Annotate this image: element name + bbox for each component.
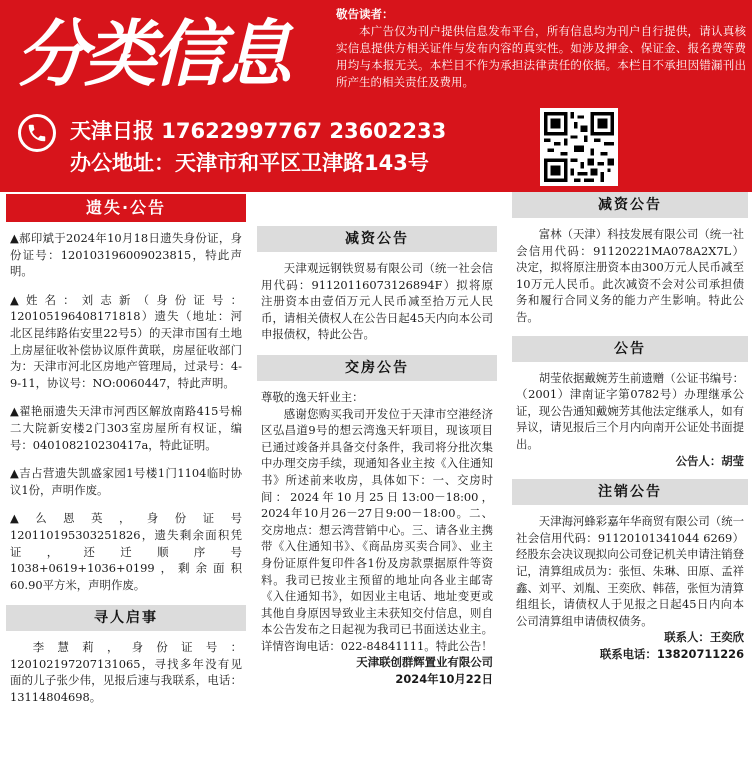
missing-person-body: 李慧莉，身份证号：120102197207131065，寻找多年没有见面的儿子张少伟，见报后速与我联系，电话：13114804698。: [10, 640, 242, 705]
list-item: ▲么恩英，身份证号120110195303251826，遗失剩余面积凭证，还迁顺序号1038+0619+1036+0199，剩余面积60.90平方米，声明作废。: [10, 511, 242, 592]
contact-phone-line: 天津日报 17622997767 23602233: [70, 119, 447, 143]
section-logo: 分类信息: [16, 12, 289, 96]
notice-title: 敬告读者：: [336, 7, 394, 21]
delivery-company: 天津联创群辉置业有限公司: [356, 655, 493, 670]
phone-icon: [18, 114, 56, 152]
header-banner: [0, 0, 752, 192]
capital-reduction-body: 天津观远钢铁贸易有限公司（统一社会信用代码：91120116073126894F）拟将原注册资本由壹佰万元人民币减至拾万元人民币，请相关债权人在公告日起45天内向本公司申报债权，特此公告。: [261, 261, 493, 342]
notice-body: 本广告仅为刊户提供信息发布平台，所有信息均为刊户自行提供，请认真核实信息提供方相关证件与发布内容的真实性。如涉及押金、保证金、报名费等费用均与本报无关。本栏目不作为承担法律责任的依据。本栏目不承担因错漏刊出所产生的相关责任及费用。: [336, 24, 746, 89]
column-middle: [257, 192, 497, 688]
list-item: ▲姓名：刘志新（身份证号：120105196408171818）遗失（地址：河北区昆纬路佑安里22号5）的天津市国有土地上房屋征收补偿协议原件黄联，房屋征收部门为：天津市河北区房地产管理局，过录号：4-9-11，协议号：NO:0060447，特此声明。: [10, 292, 242, 390]
qr-code: [540, 108, 618, 186]
reader-notice: [336, 6, 746, 91]
logo-area: [0, 0, 330, 108]
section-title-notice: 公告: [512, 336, 748, 362]
section-title-missing-person: 寻人启事: [6, 605, 246, 631]
column-left: [6, 192, 246, 706]
section-title-capital-reduction: 减资公告: [257, 226, 497, 252]
office-address-line: 办公地址：天津市和平区卫津路143号: [70, 151, 429, 175]
deregistration-body: 天津海河蜂彩嘉年华商贸有限公司（统一社会信用代码：91120101341044 6269）经股东会决议现拟向公司登记机关申请注销登记，清算组成员为：张恒、朱琳、田原、孟祥鑫、刘平、刘胤、王奕欣、韩蓓，张恒为清算组组长，请债权人于见报之日起45日内向本公司清算组申请债权债务。: [516, 514, 744, 628]
delivery-body: 感谢您购买我司开发位于天津市空港经济区弘昌道9号的想云湾逸天轩项目，现该项目已通过竣备并具备交付条件，我司将分批次集中办理交房手续，现通知各业主按《入住通知书》所述前来收房，具体如下：一、交房时间：2024年10月25日13:00－18:00，2024年10月26－27日9:00－18:00。二、交房地点：想云湾营销中心。三、请各业主携带《入住通知书》、《商品房买卖合同》、业主身份证原件复印件各1份及房款票据原件等资料。我司已按业主预留的地址向各业主邮寄《入住通知书》，如因业主电话、地址变更或其他自身原因导致业主未获知交付信息，则自本公告发布之日起视为我司已书面送达业主。详情咨询电话：022-84841111。特此公告！: [261, 406, 493, 653]
section-title-deregistration: 注销公告: [512, 479, 748, 505]
section-title-capital-reduction: 减资公告: [512, 192, 748, 218]
deregistration-phone: 联系电话：13820711226: [599, 646, 744, 661]
list-item: ▲郝印斌于2024年10月18日遗失身份证，身份证号：120103196009023815，特此声明。: [10, 231, 242, 279]
capital-reduction-body: 富林（天津）科技发展有限公司（统一社会信用代码：91120221MA078A2X7L）决定，拟将原注册资本由300万元人民币减至10万元人民币。此次减资不会对公司承担债务和履行合同义务的能力产生影响。特此公告。: [516, 227, 744, 324]
list-item: ▲吉占营遗失凯盛家园1号楼1门1104临时协议1份，声明作废。: [10, 466, 242, 497]
delivery-greeting: 尊敬的逸天轩业主：: [261, 389, 364, 404]
section-title-lost-notice: 遗失·公告: [6, 194, 246, 222]
list-item: ▲翟艳丽遗失天津市河西区解放南路415号棉二大院新安楼2门303室房屋所有权证，编号：040108210230417a，特此证明。: [10, 404, 242, 452]
notice-signature: 公告人：胡莹: [675, 453, 744, 468]
deregistration-contact: 联系人：王奕欣: [664, 630, 744, 645]
notice-body: 胡莹依据戴婉芳生前遗赠（公证书编号：（2001）津南证字第0782号）办理继承公证，现公告通知戴婉芳其他法定继承人，如有异议，请见报后三个月内向南开公证处书面提出。: [516, 370, 744, 451]
section-title-delivery-notice: 交房公告: [257, 355, 497, 381]
delivery-date: 2024年10月22日: [395, 672, 493, 687]
column-right: [512, 192, 748, 662]
